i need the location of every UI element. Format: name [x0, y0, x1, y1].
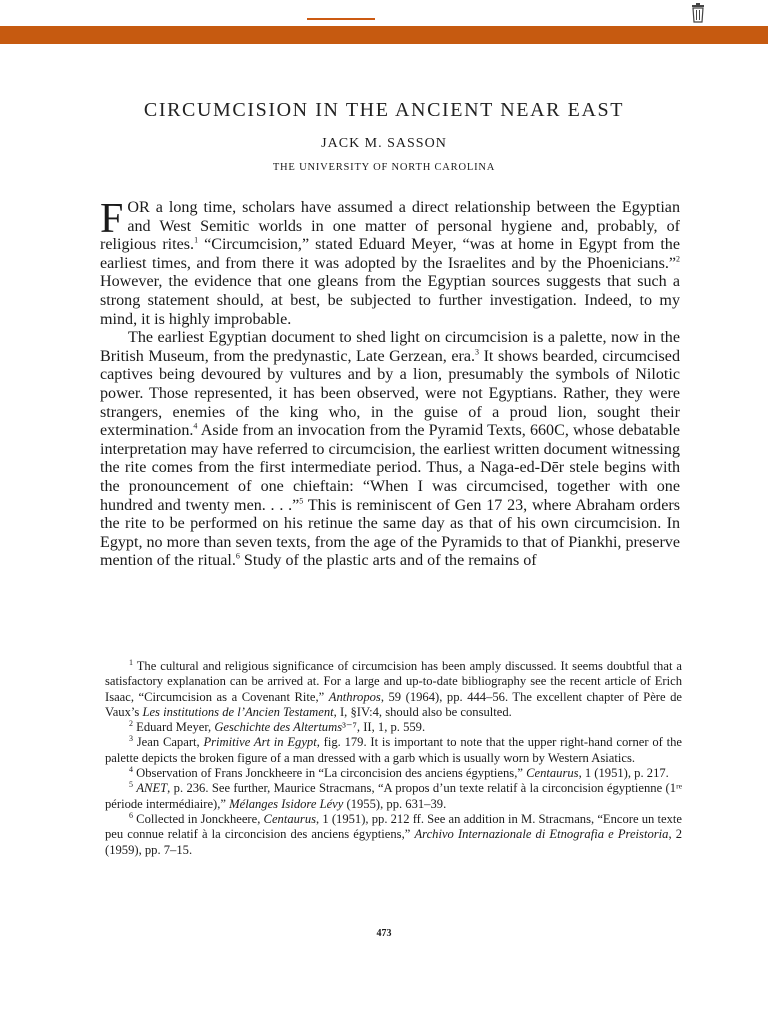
- paragraph-1: FOR a long time, scholars have assumed a direct relationship between the Egyptian and West Semitic worlds in one matter of personal hygiene and, probably, of religious rites.$^1$ “Circumcision,” stated Eduard Meyer, “was at home in Egypt from the earliest times, and from there it was adopted by the Israelites and by the Phoenicians.”$^2$ However, the evidence that one gleans from the Egyptian sources suggests that such a strong statement should, at best, be subjected to further investigation. Indeed, to my mind, it is highly improbable.: [100, 196, 680, 328]
- footnote: $^5$ ANET, p. 236. See further, Maurice Stracmans, “A propos d’un texte relatif à la circoncision égyptienne (1ʳᵉ période intermédiaire),” Mélanges Isidore Lévy (1955), pp. 631–39.: [105, 780, 682, 811]
- footnote: $^2$ Eduard Meyer, Geschichte des Altertums³⁻⁷, II, 1, p. 559.: [129, 719, 426, 735]
- trash-icon[interactable]: [690, 3, 706, 23]
- footnote-ref: 2: [676, 254, 680, 264]
- footnote-ref: 4: [193, 421, 198, 431]
- author-affiliation: THE UNIVERSITY OF NORTH CAROLINA: [272, 162, 496, 173]
- footnote: $^3$ Jean Capart, Primitive Art in Egypt, fig. 179. It is important to note that the upper right-hand corner of the palette depicts the broken figure of a man dressed with a garb which is usually worn by Western Asiatics.: [105, 734, 682, 765]
- footnote: $^4$ Observation of Frans Jonckheere in “La circoncision des anciens égyptiens,” Centaurus, 1 (1951), p. 217.: [129, 764, 669, 781]
- footnote: $^6$ Collected in Jonckheere, Centaurus, 1 (1951), pp. 212 ff. See an addition in M. Stracmans, “Encore un texte peu connue relatif à la circoncision des anciens égyptiens,” Archivo Internazionale di Etnografia e Preistoria, 2 (1959), pp. 7–15.: [105, 810, 682, 857]
- footnote-ref: 5: [299, 496, 304, 506]
- article-title: CIRCUMCISION IN THE ANCIENT NEAR EAST: [143, 99, 625, 121]
- footnote-ref: 3: [475, 347, 480, 357]
- footnotes: [105, 659, 682, 858]
- footnote-ref: 1: [194, 235, 199, 245]
- footnote: $^1$ The cultural and religious significance of circumcision has been amply discussed. It seems doubtful that a satisfactory explanation can be arrived at. For a large and up-to-date bibliography see the recent article of Erich Isaac, “Circumcision as a Covenant Rite,” Anthropos, 59 (1964), pp. 444–56. The excellent chapter of Père de Vaux’s Les institutions de l’Ancien Testament, I, §IV:4, should also be consulted.: [105, 657, 682, 719]
- article-author: JACK M. SASSON: [321, 136, 447, 151]
- viewer-toolbar: [0, 0, 768, 27]
- accent-band: [0, 26, 768, 44]
- active-tab-indicator: [307, 18, 375, 20]
- footnote-ref: 6: [235, 551, 240, 561]
- paragraph-2: The earliest Egyptian document to shed light on circumcision is a palette, now in the British Museum, from the predynastic, Late Gerzean, era.$^3$ It shows bearded, circumcised captives being devoured by vultures and by a lion, presumably the symbols of Nilotic power. Those represented, it has been observed, were not Egyptians. Rather, they were strangers, enemies of the king who, in the guise of a proud lion, sought their extermination.$^4$ Aside from an invocation from the Pyramid Texts, 660C, whose debatable interpretation may have referred to circumcision, the earliest written document witnessing the rite comes from the first intermediate period. Thus, a Naga-ed-Dēr stele begins with the pronouncement of one chieftain: “When I was circumcised, together with one hundred and twenty men. . . .”$^5$ This is reminiscent of Gen 17 23, where Abraham orders the rite to be performed on his retinue the same day as that of his own circumcision. In Egypt, no more than seven texts, from the age of the Pyramids to that of Piankhi, preserve mention of the ritual.$^6$ Study of the plastic arts and of the remains of: [100, 329, 680, 570]
- document-page: [0, 44, 768, 1024]
- drop-cap: F: [100, 196, 124, 242]
- page-number: 473: [376, 928, 392, 939]
- body-text: [100, 196, 680, 571]
